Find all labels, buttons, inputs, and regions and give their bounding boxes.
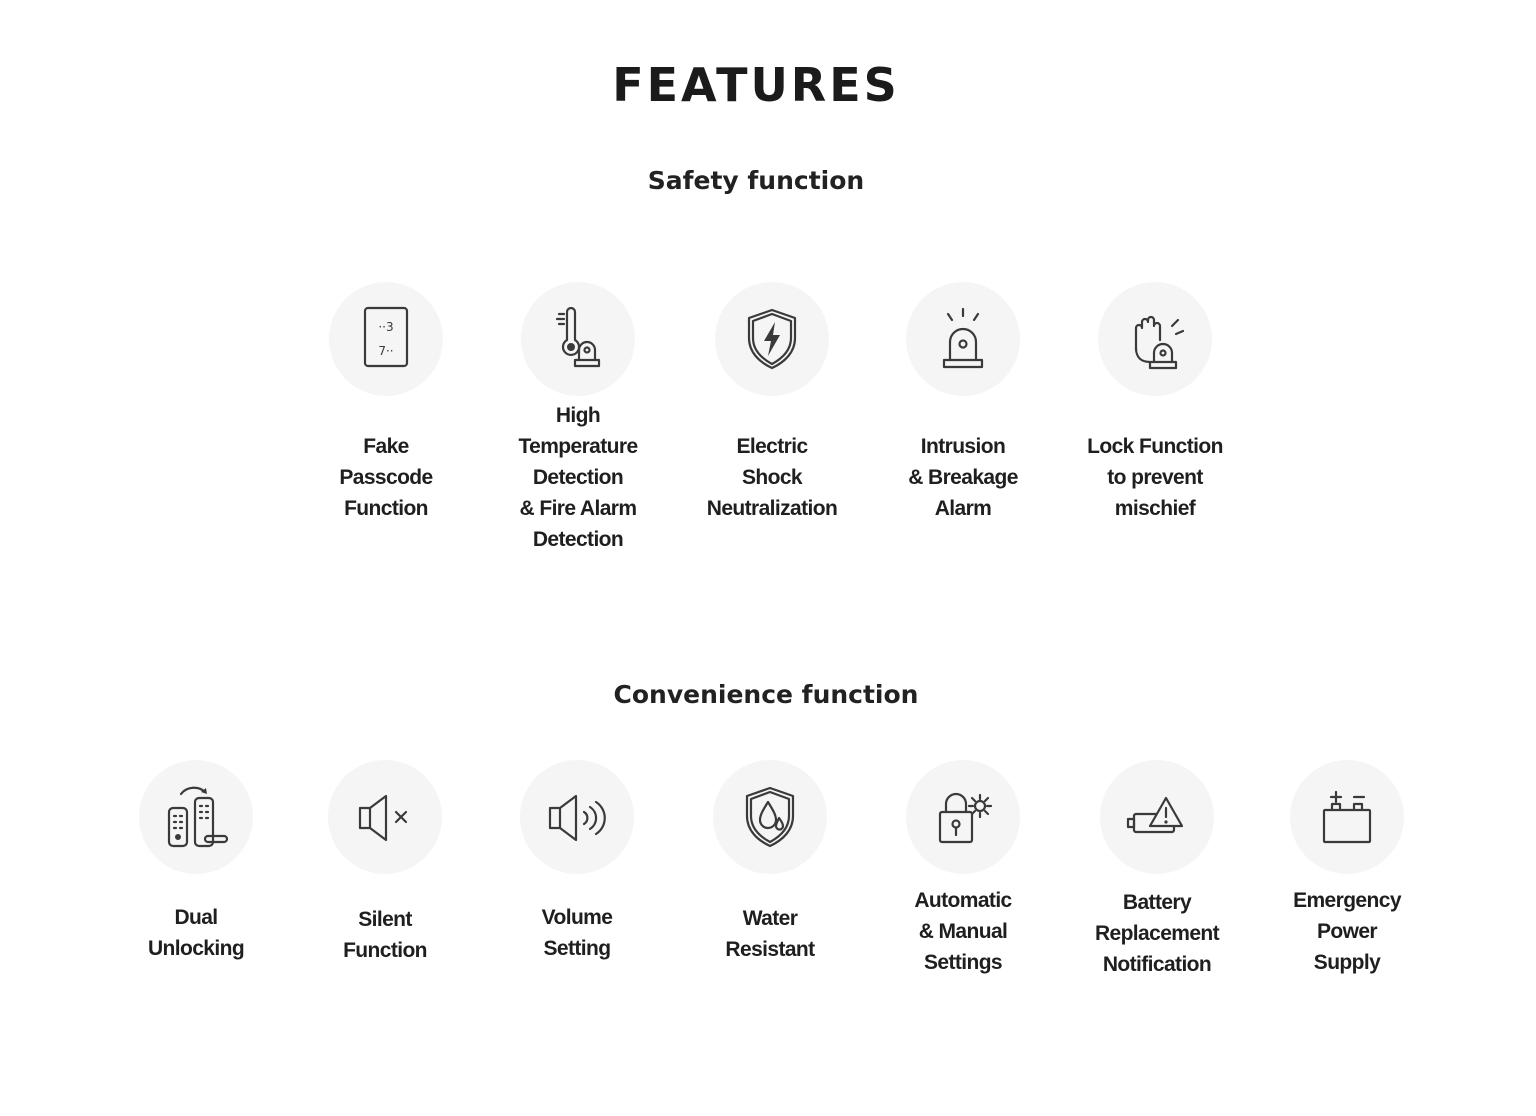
dual-lock-icon <box>139 760 253 874</box>
svg-text:7··: 7·· <box>378 344 394 358</box>
svg-text:··3: ··3 <box>378 320 394 334</box>
lightning-shield-icon <box>715 282 829 396</box>
feature-label: Fake Passcode Function <box>339 435 433 520</box>
battery-warning-icon <box>1100 760 1214 874</box>
feature-label: Automatic & Manual Settings <box>914 889 1012 974</box>
feature-label: High Temperature Detection & Fire Alarm Detection <box>518 404 638 551</box>
safety-section-heading: Safety function <box>647 166 865 195</box>
feature-label: Electric Shock Neutralization <box>706 435 838 520</box>
feature-label: Dual Unlocking <box>147 906 245 960</box>
feature-label: Emergency Power Supply <box>1293 889 1401 974</box>
speaker-volume-icon <box>520 760 634 874</box>
convenience-section-heading: Convenience function <box>613 680 919 709</box>
hand-alarm-icon <box>1098 282 1212 396</box>
lock-gear-icon <box>906 760 1020 874</box>
feature-label: Intrusion & Breakage Alarm <box>908 435 1018 520</box>
feature-label: Silent Function <box>343 908 427 962</box>
power-supply-icon <box>1290 760 1404 874</box>
feature-label: Water Resistant <box>725 907 815 961</box>
page-title: FEATURES <box>612 58 900 112</box>
speaker-mute-icon <box>328 760 442 874</box>
water-shield-icon <box>713 760 827 874</box>
feature-label: Lock Function to prevent mischief <box>1087 435 1223 520</box>
feature-label: Battery Replacement Notification <box>1094 891 1220 976</box>
feature-label: Volume Setting <box>541 906 613 960</box>
keypad-icon <box>329 282 443 396</box>
siren-icon <box>906 282 1020 396</box>
thermometer-alarm-icon <box>521 282 635 396</box>
